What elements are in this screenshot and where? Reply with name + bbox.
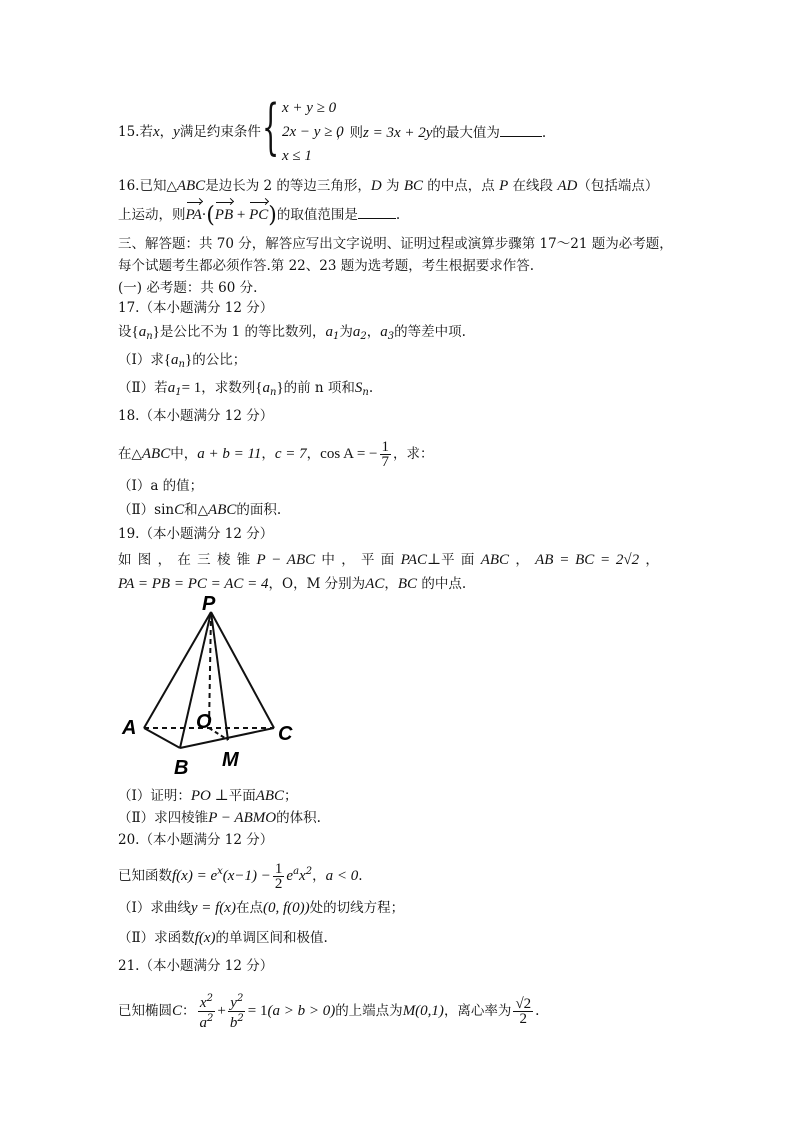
q19-p1-a: （Ⅰ）证明： [118,788,191,804]
point-p: P [499,178,509,194]
section-3-line-1: 三、解答题：共 70 分，解答应写出文字说明、证明过程或演算步骤第 17～21 题为必考题， [118,236,673,252]
q16-l2-prefix: 上运动，则 [118,207,186,223]
var-y: y [173,124,180,140]
sum-s: S [354,380,363,396]
segment-bc: BC [403,178,423,194]
q19-p2-b: 的体积. [276,810,321,826]
label-p: P [202,593,216,615]
q17-p1-b: 的公比； [192,352,247,368]
q20-heading: 20.（本小题满分 12 分） [118,832,274,848]
q18-text-b: 中， [170,446,198,462]
q21-heading: 21.（本小题满分 12 分） [118,958,274,974]
exp-e: e [286,868,294,884]
answer-blank[interactable] [358,204,396,219]
fraction-sqrt2-2: $\frac{√2}{2}$ [515,996,532,1027]
eq-edges: PA = PB = PC = AC = 4 [118,576,269,592]
q20-p1-a: （Ⅰ）求曲线 [118,900,191,916]
perp-symbol: ⊥ [427,552,442,568]
q16-line-2: 上运动，则PA·(PB + PC)的取值范围是 . [118,203,401,228]
fraction-1-7: $\frac{1}{7}$ [381,439,389,470]
q19-part-1 [118,786,298,806]
segment-bc: BC [397,576,418,592]
func-f: f(x) [194,930,216,946]
pyramid-figure [118,590,308,780]
q19-p1-b: 平面 [228,788,256,804]
q19-part-2 [118,808,321,828]
curve-eq: y = f(x) [190,900,236,916]
var-x: x [299,868,306,884]
period: . [541,125,547,141]
q20-text-a: 已知函数 [118,868,172,884]
plane-abc: ABC [255,788,285,804]
plane-abc: ABC [480,552,510,568]
constraint-2: 2x − y ≥ 0 [282,124,344,140]
q19-l2-d: 的中点. [417,576,467,592]
q20-p2-a: （Ⅱ）求函数 [118,930,195,946]
ellipse-c: C [172,1003,183,1019]
label-m: M [222,749,239,771]
q16-tail: 的取值范围是 [276,207,358,223]
q16-text-b: 为 [381,178,404,194]
q17-text-b: 是公比不为 1 的等比数列， [159,324,326,340]
plane-pac: PAC [400,552,427,568]
comma: ， [384,576,398,592]
cond-a: a < 0 [325,868,359,884]
q21-line-1: 已知椭圆C： $\frac{x^2}{a^2}$ + $\frac{y^2}{b^2}$ = 1(a > b > 0)的上端点为M(0,1)，离心率为 $\frac{√2}{2}$ . [118,993,540,1031]
func-f-part: (x−1) − [222,868,271,884]
seq-a: a [138,324,147,340]
answer-blank[interactable] [500,122,542,137]
fraction-1-2: $\frac{1}{2}$ [274,861,283,892]
constraint-1: x + y ≥ 0 [282,100,337,116]
q17-heading: 17.（本小题满分 12 分） [118,300,274,316]
comma: ， [312,868,326,884]
q19-text-b: 中 ， 平 面 [321,552,395,568]
q18-text-c: ，求： [393,446,434,462]
triangle-abc: ABC [176,178,206,194]
q18-p2-d: 的面积. [236,502,282,518]
q21-text-a: 已知椭圆 [118,1003,172,1019]
label-c: C [278,723,293,745]
period: . [395,207,401,223]
q20-p2-b: 的单调区间和极值. [215,930,328,946]
term-a2: a [352,324,361,340]
q17-p2-b: ，求数列 [201,380,256,396]
eq-cos-a: cos A = − [320,446,378,462]
q20-p1-b: 在点 [235,900,263,916]
q17-p1-a: （Ⅰ）求 [118,352,164,368]
q18-text-a: 在△ [118,446,142,462]
fraction-x2-a2: $\frac{x^2}{a^2}$ [199,993,214,1031]
q17-p2-a: （Ⅱ）若 [118,380,168,396]
q19-heading: 19.（本小题满分 12 分） [118,526,274,542]
q20-part-1 [118,898,404,918]
point-m: M(0,1) [402,1003,444,1019]
pyramid-p-abmo: P − ABMO [208,810,277,826]
q17-part-2: （Ⅱ）若$a_1= 1$，求数列$\{a_n\}$的前 n 项和$S_n$. [118,380,374,398]
vector-pc: PC [249,207,269,223]
edge-pc [211,612,274,728]
q18-part-2 [118,500,281,520]
q16-text-a: 是边长为 2 的等边三角形， [205,178,371,194]
q19-line-1 [118,550,659,570]
eq-c: c = 7 [274,446,307,462]
q17-text-a: 设 [118,324,132,340]
comma: ， [159,124,174,140]
section-3-line-2: 每个试题考生都必须作答.第 22、23 题为选考题，考生根据要求作答. [118,258,535,274]
label-b: B [174,757,189,779]
eq-one: = 1 [181,380,202,396]
angle-c: C [174,502,185,518]
func-f: f(x) = e [172,868,218,884]
q20-line-1: 已知函数$f(x) = e^x(x-1)$ − $\frac{1}{2}$ $e^ax^2$，a < 0. [118,861,363,892]
vector-pa: PA [185,207,202,223]
q16-text-c: 的中点，点 [422,178,500,194]
q17-text-e: 的等差中项. [394,324,466,340]
q15-then: ，则 [336,125,363,141]
q17-p2-c: 的前 n 项和 [283,380,355,396]
q16-prefix: 16.已知△ [118,178,177,194]
var-x: x [152,124,160,140]
term-a3: a [380,324,388,340]
pyramid-p-abc: P − ABC [256,552,316,568]
label-a: A [122,717,137,739]
period: . [535,1003,540,1019]
q18-p2-a: （Ⅱ）sin [118,502,175,518]
seq-a: a [262,380,270,396]
comma: ， [366,324,381,340]
q21-text-c: ，离心率为 [443,1003,512,1019]
edge-ab [144,728,180,748]
q18-line-1: 在△ABC中，a + b = 11，c = 7，cos A = − $\frac{1}{7}$ ，求： [118,439,434,470]
cond-a-b: (a > b > 0) [267,1003,336,1019]
q17-line-1: 设$\{a_n\}$是公比不为 1 的等比数列，$a_1$为$a_2$，$a_3$的等差中项. [118,324,466,342]
constraint-3: x ≤ 1 [282,148,312,164]
eq-ab-bc: AB = BC = 2√2 [535,552,640,568]
term-a1: a [167,380,176,396]
q18-p2-b: 和△ [184,502,209,518]
segment-ac: AC [365,576,385,592]
point-d: D [370,178,382,194]
q20-p1-c: 处的切线方程； [309,900,405,916]
objective-expr: z = 3x + 2y [363,125,433,141]
q16-text-d: 在线段 [508,178,558,194]
q19-text-c: 平 面 [441,552,475,568]
period: . [368,380,374,396]
po-perp: PO ⊥ [190,788,229,804]
fraction-y2-b2: $\frac{y^2}{b^2}$ [229,993,244,1031]
q21-text-b: 的上端点为 [335,1003,403,1019]
q15-line [118,122,261,142]
q15-mid: 满足约束条件 [179,124,261,140]
q16-text-e: （包括端点） [577,178,659,194]
comma: ， [515,552,529,568]
vector-pb: PB [214,207,234,223]
q19-l2-b: ，O，M 分别为 [268,576,366,592]
term-a1: a [325,324,334,340]
seq-a: a [171,352,179,368]
q16-line-1 [118,176,658,196]
triangle-abc: ABC [141,446,171,462]
segment-ad: AD [557,178,578,194]
eq-a-plus-b: a + b = 11 [197,446,262,462]
q15-tail: 的最大值为 [432,125,500,141]
constraint-brace: { [262,92,280,162]
q19-text-a: 如 图 ， 在 三 棱 锥 [118,552,251,568]
edge-pm [211,612,228,740]
q18-heading: 18.（本小题满分 12 分） [118,408,274,424]
point-0-f0: (0, f(0)) [262,900,310,916]
q15-line-tail [336,122,546,143]
q20-part-2 [118,928,328,948]
label-o: O [196,711,212,733]
q17-text-c: 为 [339,324,353,340]
q17-part-1: （Ⅰ）求$\{a_n\}$的公比； [118,352,247,370]
section-3-line-3: (一) 必考题：共 60 分. [118,280,258,296]
q18-part-1: （Ⅰ）a 的值； [118,478,204,494]
triangle-abc: ABC [208,502,237,518]
q15-prefix: 15.若 [118,124,153,140]
semicolon: ； [284,788,298,804]
q19-p2-a: （Ⅱ）求四棱锥 [118,810,209,826]
comma: ， [645,552,659,568]
period: . [358,868,363,884]
